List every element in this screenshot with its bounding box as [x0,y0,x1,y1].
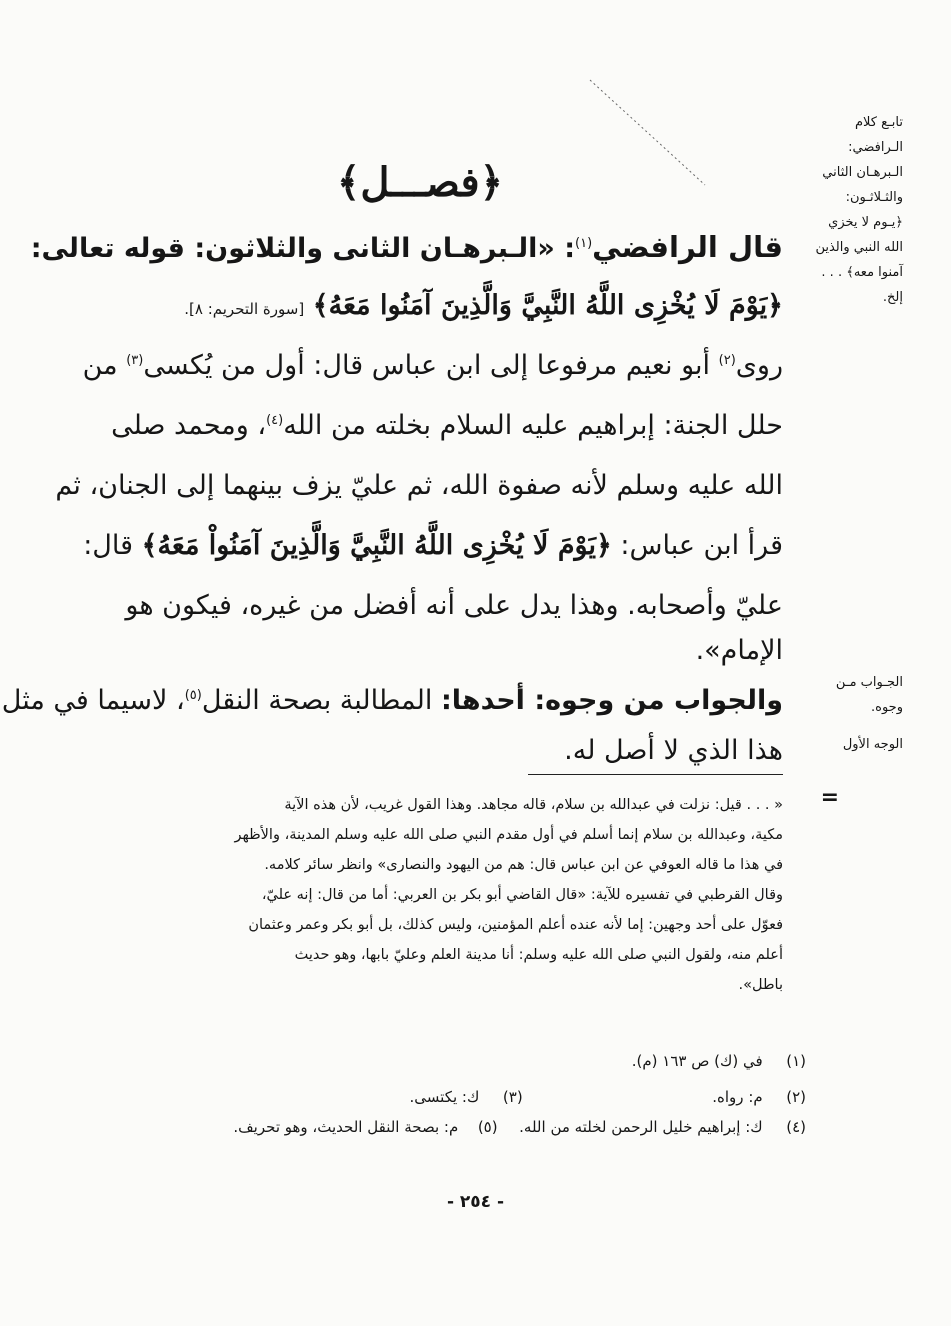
footnote-ref: (١) [575,236,593,251]
footnote-number: (٢) [786,1088,806,1106]
main-text-span: المطالبة بصحة النقل [201,685,441,716]
page-number: - ٢٥٤ - [446,1192,505,1212]
footnote-ref: (٢) [718,353,736,368]
main-line-1 [30,230,783,264]
main-line-9 [1,685,783,716]
answer-label: والجواب من وجوه: أحدها: [440,685,783,716]
footnote-text: م: بصحة النقل الحديث، وهو تحريف. [233,1118,459,1136]
scan-mark [585,75,715,195]
main-line-6 [78,530,783,561]
footnote-line: « . . . قيل: نزلت في عبدالله بن سلام، قاله مجاهد. وهذا القول غريب، لأن هذه الآية [284,797,783,813]
main-text-span: قرأ ابن عباس: [611,530,783,561]
margin-note-line: والثـلاثـون: [845,190,903,205]
margin-note-answer [793,670,903,720]
footnote-line: وقال القرطبي في تفسيره للآية: «قال القاضي أبو بكر بن العربي: أما من قال: إنه عليّ، [261,887,783,903]
main-line-7: عليّ وأصحابه. وهذا يدل على أنه أفضل من غيره، فيكون هو [125,590,783,621]
footnote-text: ك: يكتسى. [409,1088,480,1106]
margin-note-line: آمنوا معه﴾ . . . [821,265,903,280]
main-text-span: روى [735,350,783,381]
main-text-span: ، لاسيما في مثل [1,685,185,716]
footnote-ref: (٣) [126,353,144,368]
margin-note-line: إلخ. [882,290,903,305]
footnote-line: في هذا ما قاله العوفي عن ابن عباس قال: هم من اليهود والنصارى» وانظر سائر كلامه. [264,857,783,873]
footnote-line: أعلم منه، ولقول النبي صلى الله عليه وسلم: أنا مدينة العلم وعليّ بابها، وهو حديث [294,947,783,963]
main-line-2 [78,290,783,321]
footnote-text: ك: إبراهيم خليل الرحمن لخلته من الله. [519,1118,763,1136]
main-line-4 [78,410,783,441]
footnote-continuation-marker: = [820,785,839,810]
main-text-span: قال: [83,530,142,561]
quran-verse: ﴿يَوْمَ لَا يُخْزِى اللَّهُ النَّبِيَّ وَالَّذِينَ آمَنُوا مَعَهُ﴾ [312,290,783,321]
footnote-text: في (ك) ص ١٦٣ (م). [631,1052,763,1070]
footnote-1 [126,1048,806,1074]
speaker-label: قال الرافضي [592,230,783,264]
footnote-text: م: رواه. [712,1088,763,1106]
footnote-continuation [83,790,783,1000]
footnote-line: باطل». [738,977,783,993]
main-line-10: هذا الذي لا أصل له. [564,735,783,766]
margin-note-line: وجوه. [871,700,903,715]
footnote-4-5 [126,1114,806,1140]
margin-note-line: ﴿يـوم لا يخزي [828,215,903,230]
main-line-5: الله عليه وسلم لأنه صفوة الله، ثم عليّ يزف بينهما إلى الجنان، ثم [55,470,783,501]
footnote-number: (٤) [786,1118,806,1136]
margin-note-line: الـرافضي: [848,140,903,155]
margin-note-line: الوجه الأول [842,737,903,752]
main-line-3 [78,350,783,381]
main-text-span: أبو نعيم مرفوعا إلى ابن عباس قال: أول من يُكسى [143,350,719,381]
main-line-8: الإمام». [695,635,783,666]
margin-note-topic [793,110,903,310]
section-title: ﴿فصـــل﴾ [336,159,504,206]
footnote-line: مكية، وعبدالله بن سلام إنما أسلم في أول مقدم النبي صلى الله عليه وسلم المدينة، والأظهر [234,827,783,843]
main-text-span: من [82,350,127,381]
surah-reference: [سورة التحريم: ٨]. [184,300,305,318]
main-text-span: : «الـبرهـان الثانى والثلاثون: قوله تعالى: [30,233,575,264]
footnote-separator [528,774,783,775]
main-text-span: حلل الجنة: إبراهيم عليه السلام بخلته من الله [283,410,783,441]
quran-verse: ﴿يَوْمَ لَا يُخْزِى اللَّهُ النَّبِيَّ وَالَّذِينَ آمَنُواْ مَعَهُ﴾ [141,530,612,561]
footnote-line: فعوّل على أحد وجهين: إما لأنه عنده أعلم المؤمنين، وليس كذلك، بل أبو بكر وعمر وعثمان [248,917,783,933]
footnote-number: (١) [786,1052,806,1070]
margin-note-first-aspect [793,732,903,757]
footnote-number: (٣) [502,1088,523,1106]
footnote-ref: (٥) [184,688,202,703]
margin-note-line: الله النبي والذين [815,240,903,255]
main-text [1,230,783,790]
margin-note-line: تابـع كلام [854,115,903,130]
footnote-number: (٥) [477,1118,498,1136]
footnote-ref: (٤) [266,413,284,428]
footnote-2-3 [126,1084,806,1110]
margin-note-line: الـبرهـان الثاني [822,165,903,180]
main-text-span: ، ومحمد صلى [111,410,267,441]
margin-note-line: الجـواب مـن [835,675,903,690]
